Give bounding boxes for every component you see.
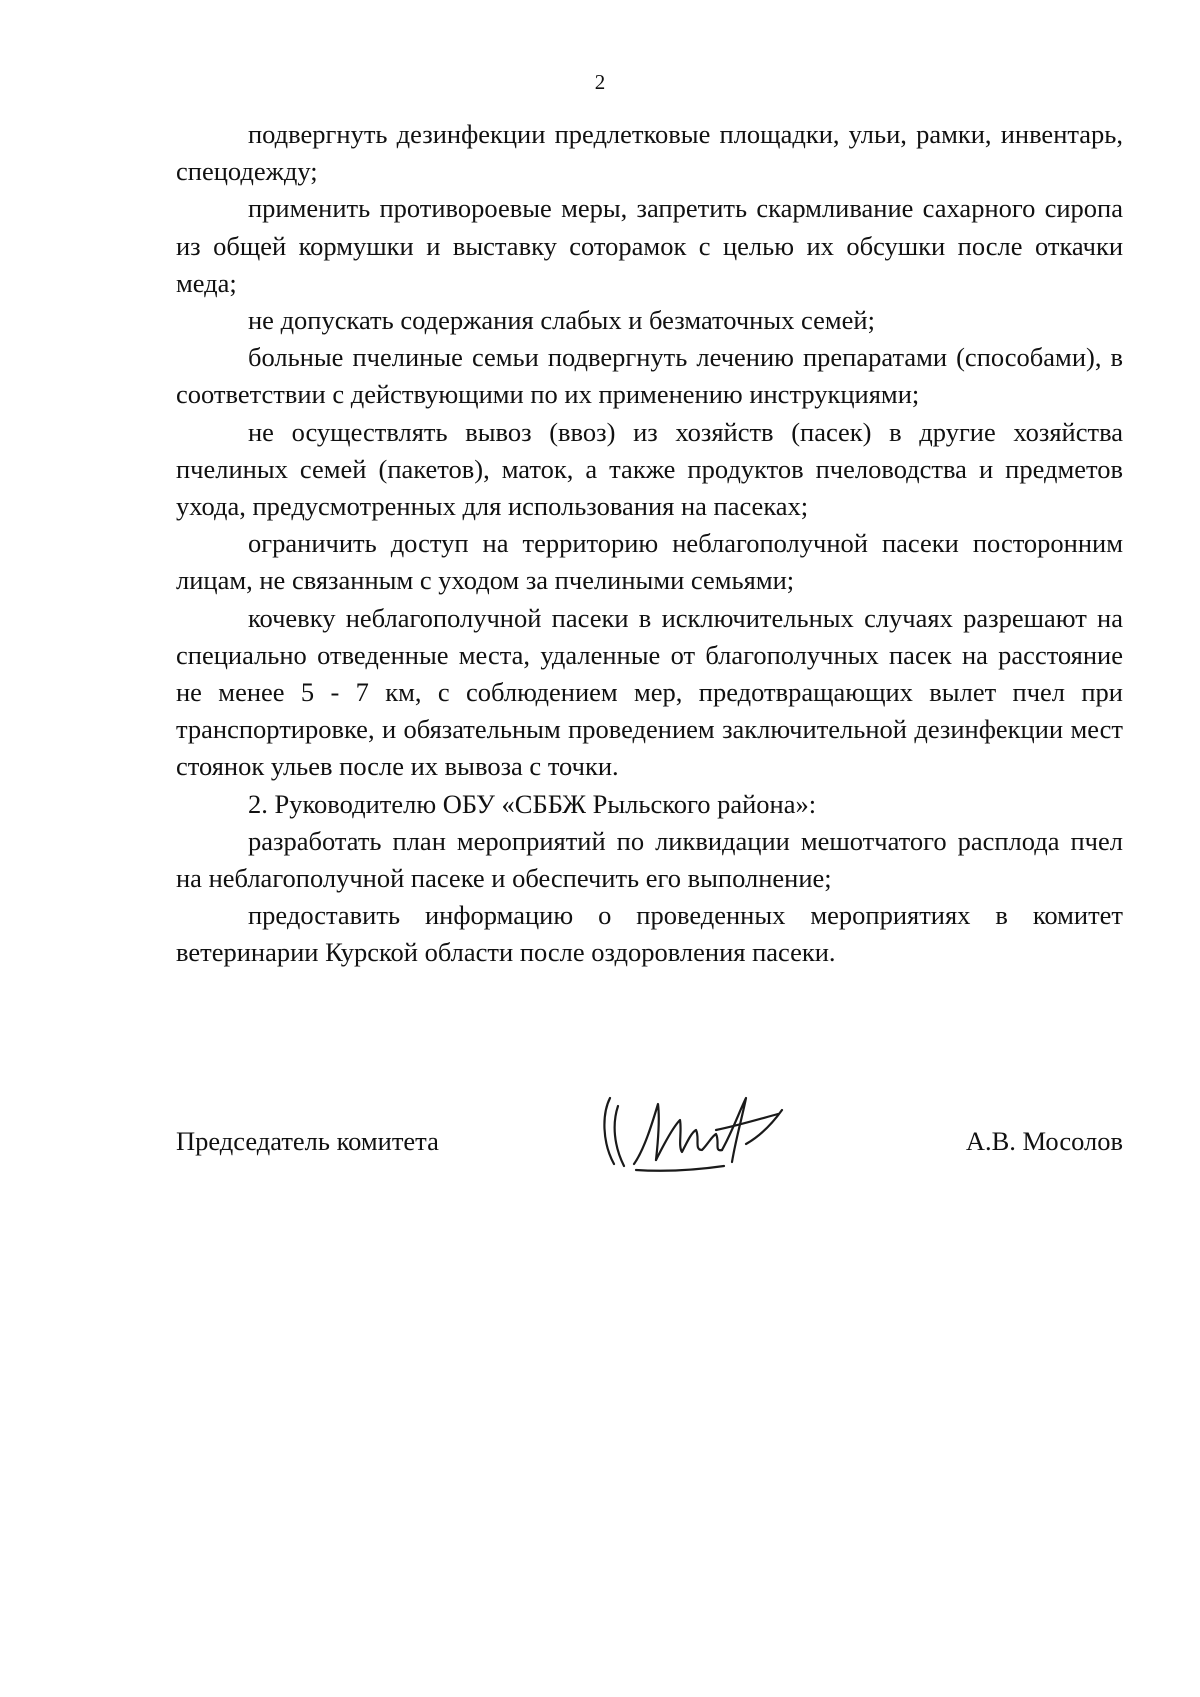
signer-name: А.В. Мосолов: [965, 1126, 1123, 1156]
document-body: [176, 116, 1123, 972]
paragraph: ограничить доступ на территорию неблагополучной пасеки посторонним лицам, не связанным с уходом за пчелиными семьями;: [176, 528, 1123, 596]
handwritten-signature: [596, 1080, 806, 1180]
page-number: 2: [594, 70, 606, 94]
paragraph: не допускать содержания слабых и безматочных семей;: [248, 305, 875, 336]
paragraph: подвергнуть дезинфекции предлетковые площадки, ульи, рамки, инвентарь, спецодежду;: [176, 119, 1123, 187]
paragraph: не осуществлять вывоз (ввоз) из хозяйств (пасек) в другие хозяйства пчелиных семей (пакетов), маток, а также продуктов пчеловодства и предметов ухода, предусмотренных для использования на пасеках;: [176, 416, 1123, 522]
paragraph: разработать план мероприятий по ликвидации мешотчатого расплода пчел на неблагополучной пасеке и обеспечить его выполнение;: [176, 825, 1123, 894]
paragraph: применить противороевые меры, запретить скармливание сахарного сиропа из общей кормушки и выставку соторамок с целью их обсушки после откачки меда;: [176, 193, 1123, 298]
signer-position: Председатель комитета: [176, 1126, 439, 1156]
paragraph: предоставить информацию о проведенных мероприятиях в комитет ветеринарии Курской области после оздоровления пасеки.: [176, 900, 1123, 968]
section-heading: 2. Руководителю ОБУ «СББЖ Рыльского района»:: [248, 788, 817, 819]
paragraph: кочевку неблагополучной пасеки в исключительных случаях разрешают на специально отведенные места, удаленные от благополучных пасек на расстояние не менее 5 - 7 км, с соблюдением мер, предотвращающих вылет пчел при транспортировке, и обязательным проведением заключительной дезинфекции мест стоянок ульев после их вывоза с точки.: [176, 602, 1123, 782]
paragraph: больные пчелиные семьи подвергнуть лечению препаратами (способами), в соответствии с действующими по их применению инструкциями;: [176, 342, 1123, 410]
signature-block: [176, 1080, 1123, 1190]
